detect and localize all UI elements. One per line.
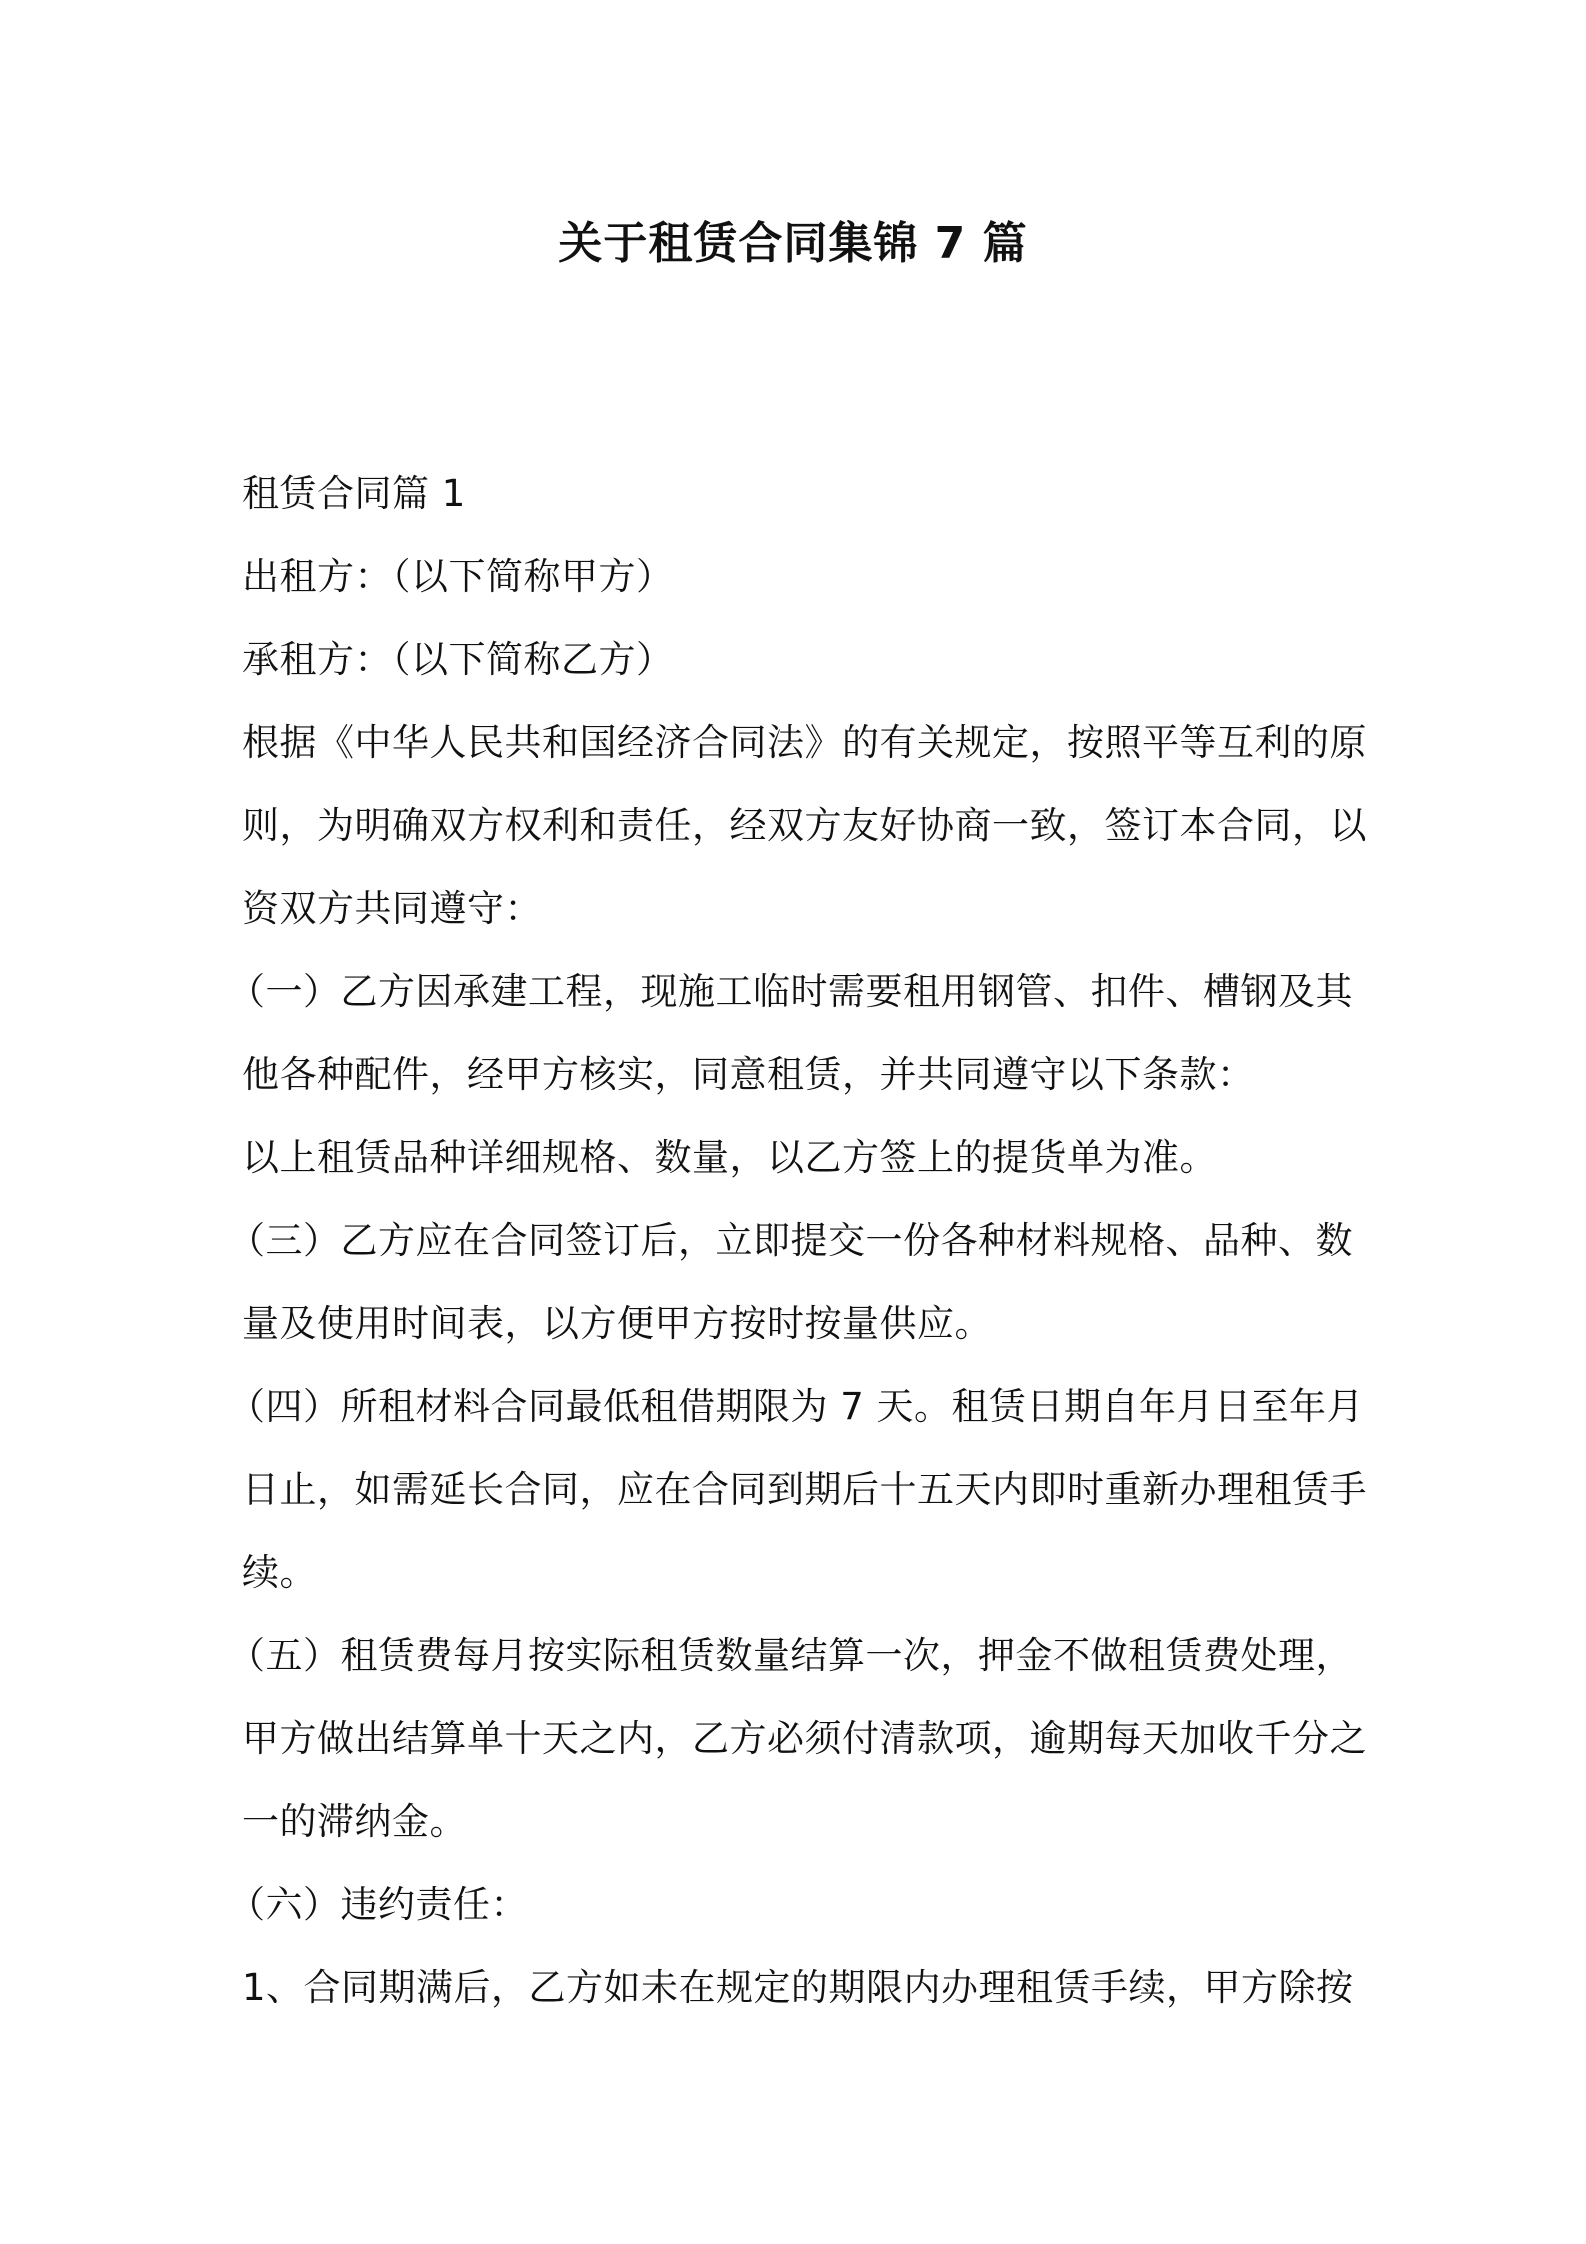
paragraph-line: （三）乙方应在合同签订后，立即提交一份各种材料规格、品种、数 xyxy=(228,1219,1353,1262)
paragraph-line: 1、合同期满后，乙方如未在规定的期限内办理租赁手续，甲方除按 xyxy=(242,1966,1354,2009)
paragraph-line: 出租方：（以下简称甲方） xyxy=(242,555,674,598)
paragraph-line: 资双方共同遵守： xyxy=(242,887,542,930)
paragraph-line: 日止，如需延长合同，应在合同到期后十五天内即时重新办理租赁手 xyxy=(242,1468,1367,1511)
paragraph-line: 根据《中华人民共和国经济合同法》的有关规定，按照平等互利的原 xyxy=(242,721,1367,764)
document-title: 关于租赁合同集锦 7 篇 xyxy=(558,218,1028,269)
paragraph-line: 以上租赁品种详细规格、数量，以乙方签上的提货单为准。 xyxy=(242,1136,1217,1179)
paragraph-line: （六）违约责任： xyxy=(228,1883,528,1926)
paragraph-line: 续。 xyxy=(242,1551,317,1594)
paragraph-line: （四）所租材料合同最低租借期限为 7 天。租赁日期自年月日至年月 xyxy=(228,1385,1365,1428)
paragraph-line: 他各种配件，经甲方核实，同意租赁，并共同遵守以下条款： xyxy=(242,1053,1255,1096)
paragraph-line: 一的滞纳金。 xyxy=(242,1800,467,1843)
paragraph-line: （一）乙方因承建工程，现施工临时需要租用钢管、扣件、槽钢及其 xyxy=(228,970,1353,1013)
paragraph-line: 甲方做出结算单十天之内，乙方必须付清款项，逾期每天加收千分之 xyxy=(242,1717,1367,1760)
paragraph-line: 则，为明确双方权利和责任，经双方友好协商一致，签订本合同，以 xyxy=(242,804,1367,847)
section-heading: 租赁合同篇 1 xyxy=(242,472,466,515)
paragraph-line: （五）租赁费每月按实际租赁数量结算一次，押金不做租赁费处理， xyxy=(228,1634,1353,1677)
paragraph-line: 量及使用时间表，以方便甲方按时按量供应。 xyxy=(242,1302,992,1345)
paragraph-line: 承租方：（以下简称乙方） xyxy=(242,638,674,681)
document-body xyxy=(228,452,1367,2029)
